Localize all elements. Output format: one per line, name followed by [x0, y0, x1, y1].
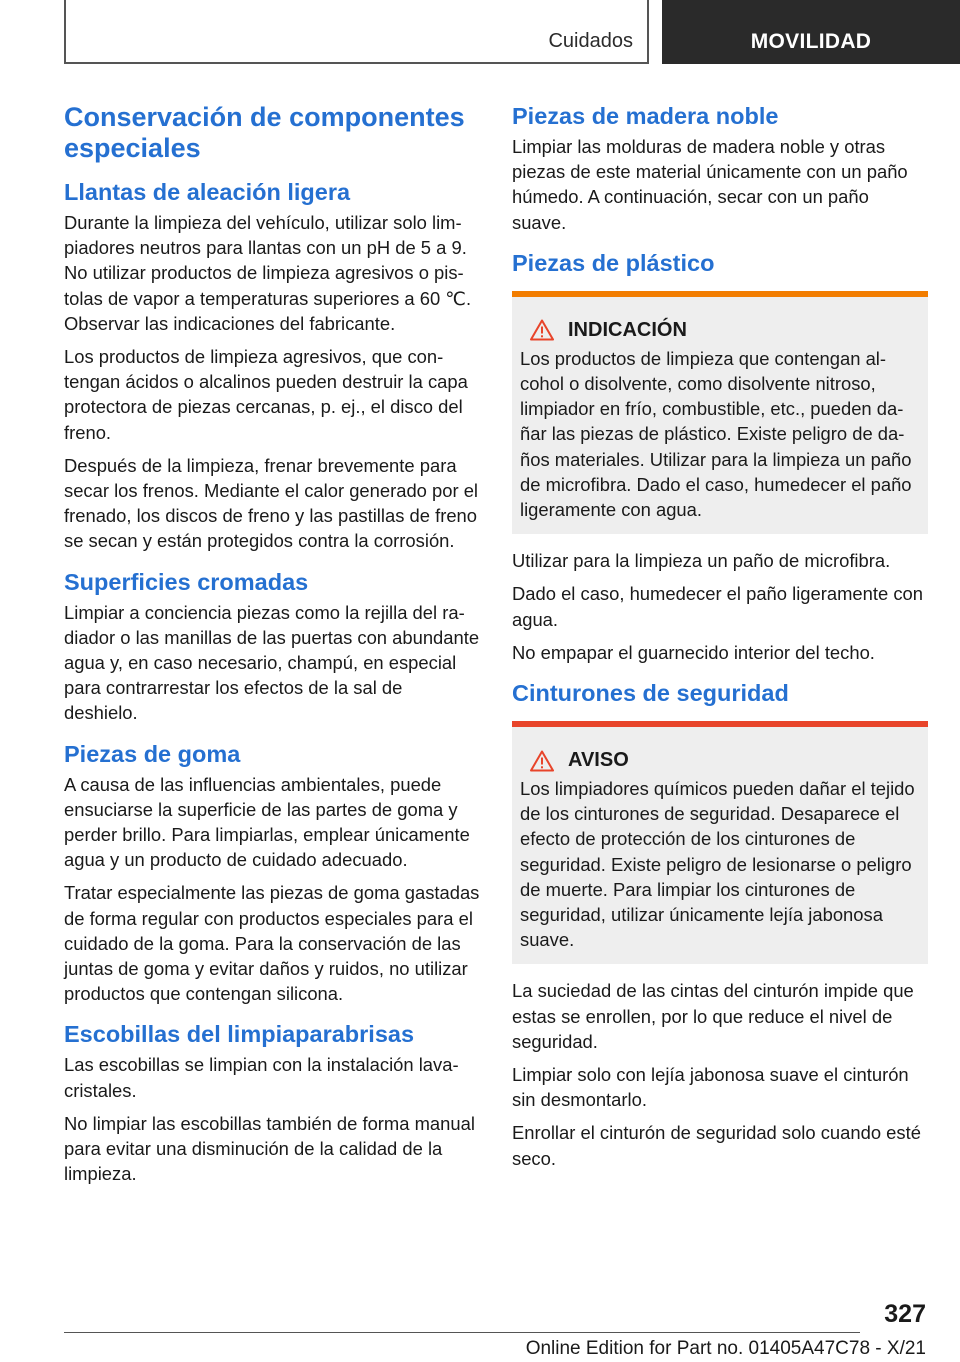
heading-alloy-wheels: Llantas de aleación ligera [64, 179, 351, 205]
heading-rubber-parts: Piezas de goma [64, 740, 241, 767]
paragraph: Utilizar para la limpieza un paño de microfibra. [512, 550, 891, 572]
paragraph: A causa de las influencias ambientales, puede ensuciarse la superficie de las partes de goma y perder brillo. Para limpiarlas, emplear únicamente agua y un producto de cuidado adecuado. [64, 773, 470, 871]
notice-label: INDICACIÓN [568, 318, 687, 341]
paragraph: Limpiar las molduras de madera noble y otras piezas de este material únicamente con un paño húmedo. A continuación, secar con un paño suave. [512, 136, 908, 233]
paragraph: Limpiar a conciencia piezas como la rejilla del radiador o las manillas de las puertas con abundante agua y, en caso necesario, champú, en especial para contrarrestar los efectos de la sal de deshielo. [64, 601, 480, 724]
notice-text: Los productos de limpieza que contengan alcohol o disolvente, como disolvente nitroso, limpiador en frío, combustible, etc., pueden dañar las piezas de plástico. Existe peligro de daños materiales. Utilizar para la limpieza un paño de microfibra. Dado el caso, humedecer el paño ligeramente con agua. [520, 347, 912, 521]
warning-box [512, 727, 928, 964]
paragraph: No limpiar las escobillas también de forma manual para evitar una disminución de la calidad de la limpieza. [64, 1112, 475, 1185]
footer-edition: Online Edition for Part no. 01405A47C78 - X/21 [525, 1338, 926, 1359]
notice-box [512, 297, 928, 534]
paragraph: No empapar el guarnecido interior del techo. [512, 641, 875, 663]
paragraph: Enrollar el cinturón de seguridad solo cuando esté seco. [512, 1122, 921, 1169]
page-title: Conservación de componentes especiales [64, 102, 465, 163]
heading-seat-belts: Cinturones de seguridad [512, 680, 789, 707]
header-chapter-tab [662, 0, 960, 64]
right-column [512, 102, 928, 1179]
heading-wood-parts: Piezas de madera noble [512, 103, 779, 129]
warning-label: AVISO [568, 749, 629, 772]
paragraph: Dado el caso, humedecer el paño ligeramente con agua. [512, 583, 923, 630]
paragraph: Los productos de limpieza agresivos, que contengan ácidos o alcalinos pueden destruir la capa protectora de piezas cercanas, p. ej., el disco del freno. [64, 346, 468, 443]
paragraph: Tratar especialmente las piezas de goma gastadas de forma regular con productos especiales para el cuidado de la goma. Para la conservación de las juntas de goma y evitar daños y ruidos, no utilizar productos que contengan silicona. [64, 882, 480, 1005]
header-section-tab [64, 0, 649, 64]
notice-title [520, 319, 920, 342]
heading-plastic-parts: Piezas de plástico [512, 249, 715, 276]
paragraph: La suciedad de las cintas del cinturón impide que estas se enrollen, por lo que reduce el nivel de seguridad. [512, 980, 914, 1052]
footer-divider [64, 1332, 860, 1333]
heading-wiper-blades: Escobillas del limpiaparabrisas [64, 1021, 415, 1048]
paragraph: Después de la limpieza, frenar brevemente para secar los frenos. Mediante el calor generado por el frenado, los discos de freno y las pastillas de freno se secan y están protegidos contra la corrosión. [64, 454, 479, 552]
left-column [64, 102, 480, 1195]
warning-triangle-icon [530, 750, 554, 772]
warning-title [520, 749, 920, 772]
paragraph: Durante la limpieza del vehículo, utilizar solo limpiadores neutros para llantas con un pH de 5 a 9. No utilizar productos de limpieza agresivos o pistolas de vapor a temperaturas superiores a 60 ℃. Observar las indicaciones del fabricante. [64, 212, 472, 334]
heading-chrome-surfaces: Superficies cromadas [64, 568, 309, 595]
warning-text: Los limpiadores químicos pueden dañar el tejido de los cinturones de seguridad. Desaparece el efecto de protección de los cinturones de seguridad. Existe peligro de lesionarse o peligro de muerte. Para limpiar los cinturones de seguridad, utilizar únicamente lejía jabonosa suave. [520, 778, 915, 951]
header-section-label: Cuidados [548, 30, 633, 52]
paragraph: Las escobillas se limpian con la instalación lavacristales. [64, 1054, 459, 1101]
header-chapter-label: MOVILIDAD [750, 30, 872, 53]
warning-triangle-icon [530, 319, 554, 341]
page-number: 327 [884, 1300, 926, 1328]
paragraph: Limpiar solo con lejía jabonosa suave el cinturón sin desmontarlo. [512, 1064, 909, 1111]
